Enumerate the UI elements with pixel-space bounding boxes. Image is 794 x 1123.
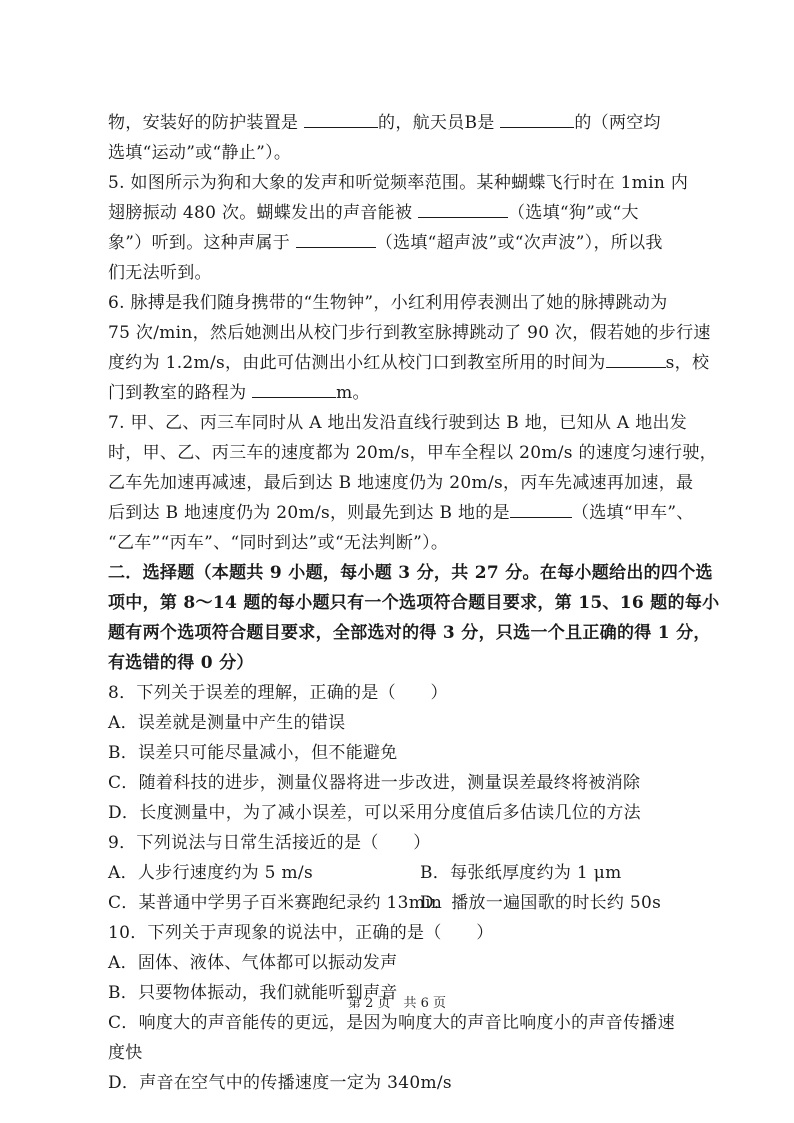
q5-line-2 <box>108 198 706 228</box>
q6-line-1: 6. 脉搏是我们随身携带的“生物钟”，小红利用停表测出了她的脉搏跳动为 <box>108 293 668 313</box>
text: 度约为 1.2m/s，由此可估测出小红从校门口到教室所用的时间为 <box>108 353 606 373</box>
q10-option-c-line-2[interactable]: 度快 <box>108 1043 143 1063</box>
q7-line-3: 乙车先加速再减速，最后到达 B 地速度仍为 20m/s，丙车先减速再加速，最 <box>108 473 694 493</box>
answer-blank[interactable] <box>418 199 508 218</box>
q5-line-1: 5. 如图所示为狗和大象的发声和听觉频率范围。某种蝴蝶飞行时在 1min 内 <box>108 173 689 193</box>
q10-option-a[interactable]: A．固体、液体、气体都可以振动发声 <box>108 953 398 973</box>
text: 物，安装好的防护装置是 <box>108 113 299 133</box>
text: 门到教室的路程为 <box>108 383 247 403</box>
page-footer: 第 2 页 共 6 页 <box>347 996 447 1011</box>
text: m。 <box>336 383 370 403</box>
q10-option-c-line-1[interactable]: C．响度大的声音能传的更远，是因为响度大的声音比响度小的声音传播速 <box>108 1013 675 1033</box>
text: 象”）听到。这种声属于 <box>108 233 290 253</box>
q4-line-2: 选填“运动”或“静止”）。 <box>108 143 292 163</box>
q7-line-5: “乙车”“丙车”、“同时到达”或“无法判断”）。 <box>108 533 449 553</box>
text: 的，航天员B是 <box>378 113 495 133</box>
q8-option-a[interactable]: A．误差就是测量中产生的错误 <box>108 713 346 733</box>
q7-line-4 <box>108 498 706 528</box>
q10-option-d[interactable]: D．声音在空气中的传播速度一定为 340m/s <box>108 1073 452 1093</box>
q8-option-b[interactable]: B．误差只可能尽量减小，但不能避免 <box>108 743 398 763</box>
q7-line-1: 7. 甲、乙、丙三车同时从 A 地出发沿直线行驶到达 B 地，已知从 A 地出发 <box>108 413 688 433</box>
q9-row-cd <box>108 888 706 918</box>
text: （选填“甲车”、 <box>571 503 694 523</box>
text: （选填“超声波”或“次声波”），所以我 <box>375 233 663 253</box>
q9-option-c[interactable]: C．某普通中学男子百米赛跑纪录约 13min <box>108 893 443 913</box>
text: s，校 <box>665 353 710 373</box>
q9-option-d[interactable]: D．播放一遍国歌的时长约 50s <box>420 893 662 913</box>
q6-line-2: 75 次/min，然后她测出从校门步行到教室脉搏跳动了 90 次，假若她的步行速 <box>108 323 711 343</box>
answer-blank[interactable] <box>252 379 336 398</box>
q5-line-4: 们无法听到。 <box>108 263 212 283</box>
q9-option-b[interactable]: B．每张纸厚度约为 1 μm <box>420 863 622 883</box>
q8-option-d[interactable]: D．长度测量中，为了减小误差，可以采用分度值后多估读几位的方法 <box>108 803 641 823</box>
q9-option-a[interactable]: A．人步行速度约为 5 m/s <box>108 863 313 883</box>
section2-line-3: 题有两个选项符合题目要求，全部选对的得 3 分，只选一个且正确的得 1 分， <box>108 623 711 643</box>
exam-page <box>108 108 720 1098</box>
q6-line-4 <box>108 378 706 408</box>
section2-line-2: 项中，第 8～14 题的每小题只有一个选项符合题目要求，第 15、16 题的每小 <box>108 593 720 613</box>
q8-option-c[interactable]: C．随着科技的进步，测量仪器将进一步改进，测量误差最终将被消除 <box>108 773 641 793</box>
q8-stem: 8．下列关于误差的理解，正确的是（ ） <box>108 683 448 703</box>
q7-line-2: 时，甲、乙、丙三车的速度都为 20m/s，甲车全程以 20m/s 的速度匀速行驶， <box>108 443 717 463</box>
section2-line-1: 二．选择题（本题共 9 小题，每小题 3 分，共 27 分。在每小题给出的四个选 <box>108 563 713 583</box>
answer-blank[interactable] <box>500 109 574 128</box>
answer-blank[interactable] <box>510 499 572 518</box>
text: 后到达 B 地速度仍为 20m/s，则最先到达 B 地的是 <box>108 503 510 523</box>
q9-stem: 9．下列说法与日常生活接近的是（ ） <box>108 833 431 853</box>
text: 翅膀振动 480 次。蝴蝶发出的声音能被 <box>108 203 413 223</box>
answer-blank[interactable] <box>296 229 376 248</box>
q6-line-3 <box>108 348 710 378</box>
q10-stem: 10．下列关于声现象的说法中，正确的是（ ） <box>108 923 494 943</box>
answer-blank[interactable] <box>606 349 666 368</box>
text: （选填“狗”或“大 <box>507 203 639 223</box>
q10-option-b[interactable]: B．只要物体振动，我们就能听到声音 <box>108 983 398 1003</box>
answer-blank[interactable] <box>304 109 378 128</box>
q9-row-ab <box>108 858 706 888</box>
q4-line-1 <box>108 108 706 138</box>
section2-line-4: 有选错的得 0 分） <box>108 653 254 673</box>
text: 的（两空均 <box>574 113 661 133</box>
q5-line-3 <box>108 228 706 258</box>
